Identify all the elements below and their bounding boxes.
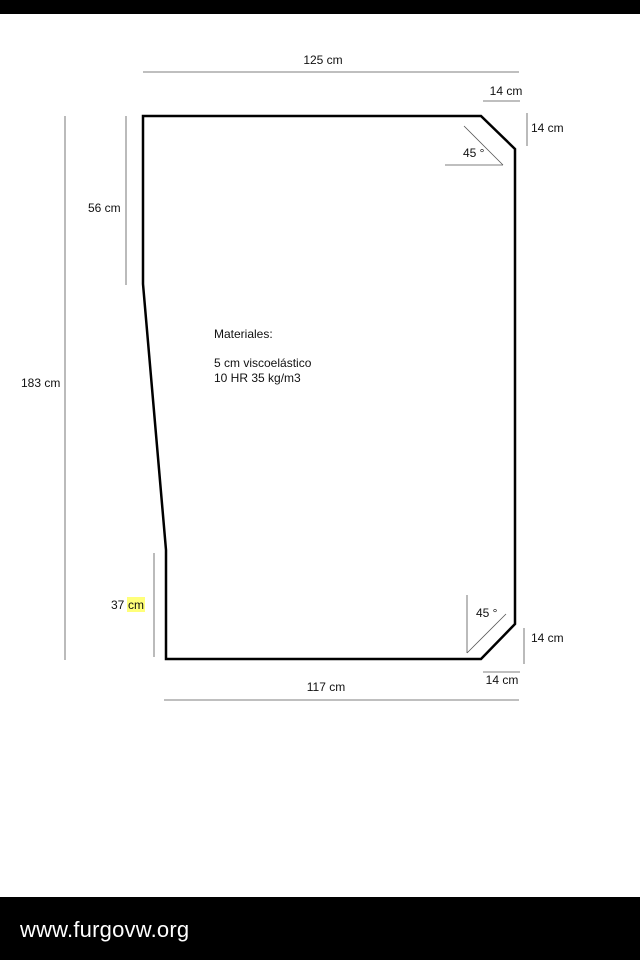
bottom-chamfer-horizontal-label: 14 cm [485, 673, 519, 687]
materials-line-2: 10 HR 35 kg/m3 [214, 371, 301, 385]
upper-left-label: 56 cm [88, 201, 121, 215]
top-width-label: 125 cm [303, 53, 343, 67]
top-angle-label: 45 ° [463, 146, 485, 160]
lower-left-number: 37 [111, 598, 125, 612]
bottom-chamfer-vertical-label: 14 cm [531, 631, 564, 645]
materials-heading: Materiales: [214, 327, 273, 341]
total-height-label: 183 cm [21, 376, 61, 390]
top-chamfer-horizontal-label: 14 cm [489, 84, 523, 98]
footer-bar [0, 897, 640, 960]
site-watermark: www.furgovw.org [20, 917, 190, 942]
top-chamfer-vertical-label: 14 cm [531, 121, 564, 135]
drawing-sheet [0, 14, 640, 897]
bottom-angle-label: 45 ° [476, 606, 498, 620]
lower-left-unit: cm [128, 598, 144, 612]
mattress-plan-drawing [0, 14, 640, 897]
bottom-width-label: 117 cm [306, 680, 346, 694]
materials-line-1: 5 cm viscoelástico [214, 356, 312, 370]
mattress-outline [143, 116, 515, 659]
